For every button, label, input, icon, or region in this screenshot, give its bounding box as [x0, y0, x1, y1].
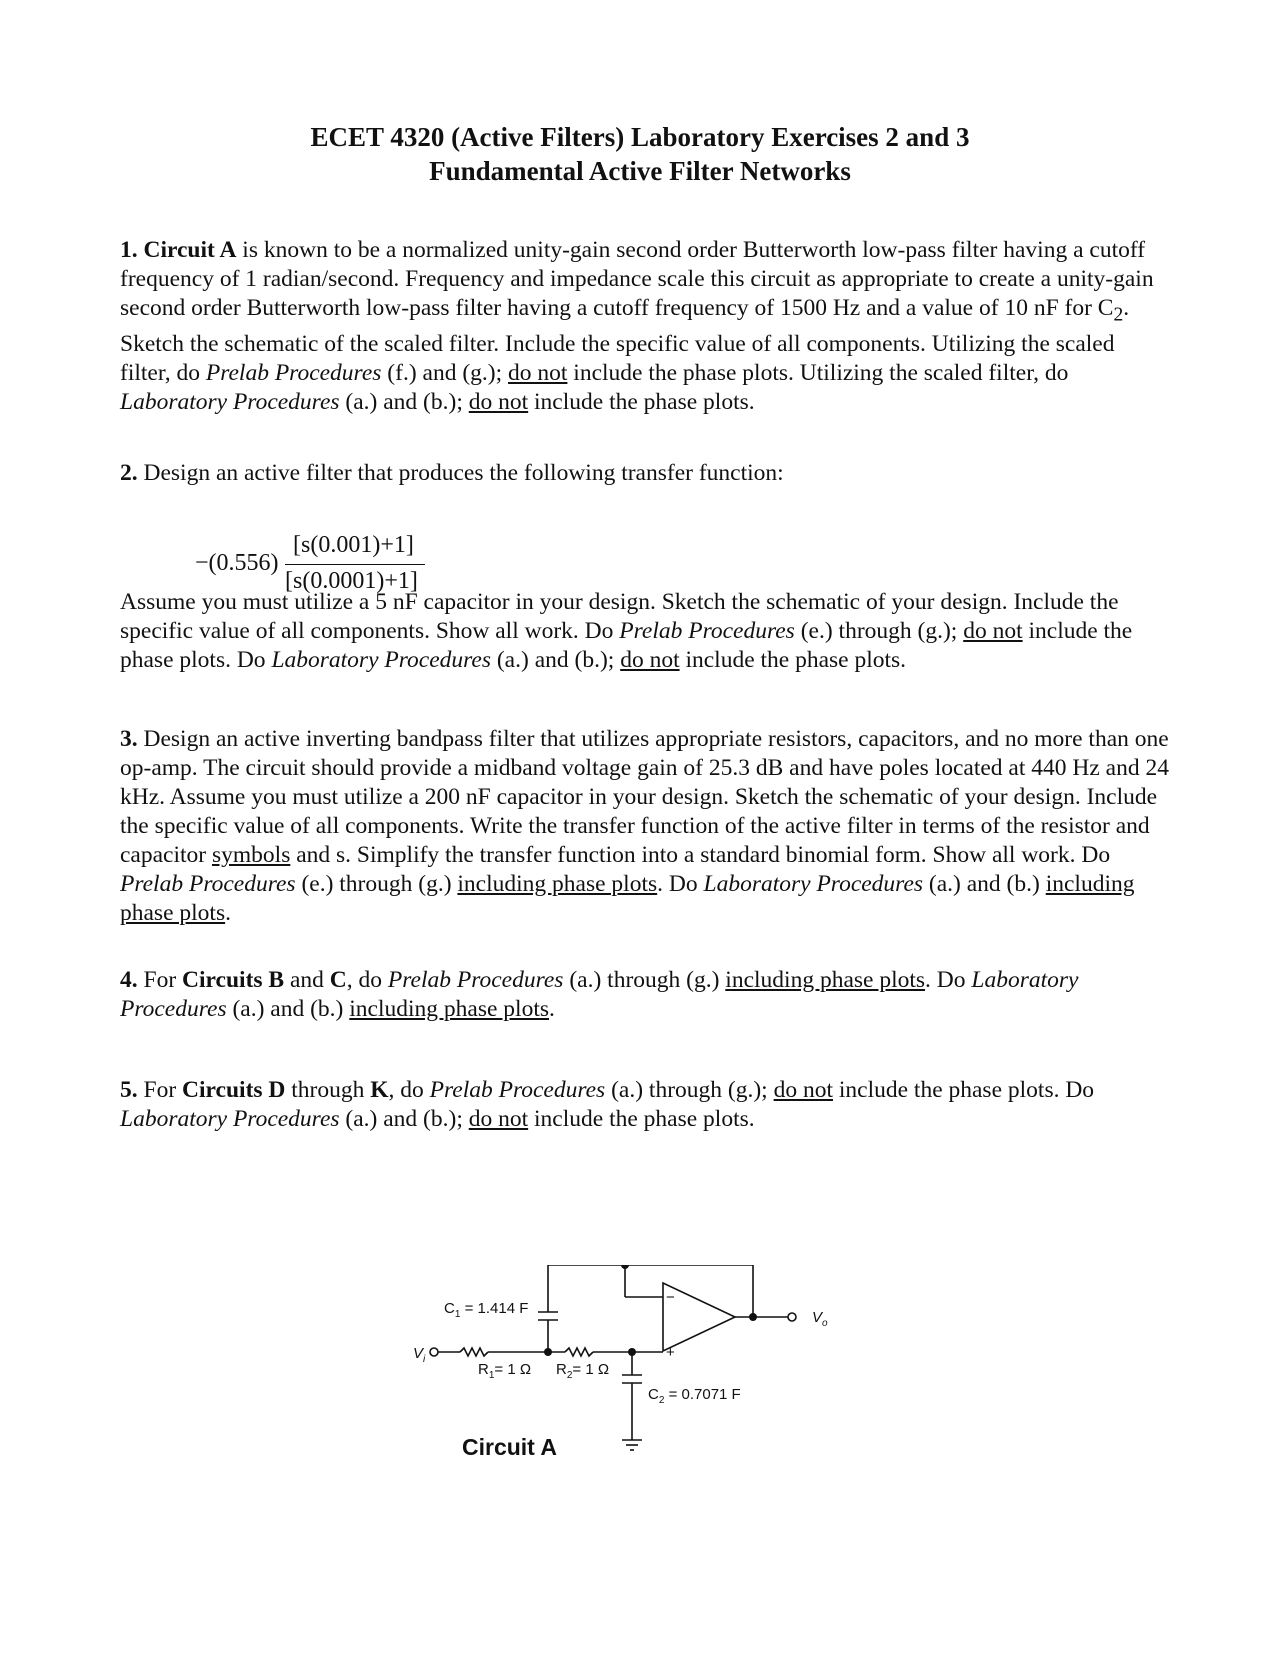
q1-text: . Sketch the schematic of the scaled filter. Include the specific value of all components. Utilizing the scaled filter, do — [120, 295, 1130, 386]
junction-dot — [628, 1348, 636, 1356]
question-2-body — [120, 588, 1170, 675]
q3-text: Design an active inverting bandpass filter that utilizes appropriate resistors, capacitors, and no more than one op-amp. The circuit should provide a midband voltage gain of 25.3 dB and have poles located at 440 Hz and 24 kHz. Assume you must utilize a 200 nF capacitor in your design. Sketch the schematic of your design. Include the specific value of all components. Write the transfer function of the active filter in terms of the resistor and capacitor — [120, 726, 1169, 868]
circuit-ref: Circuits B — [182, 967, 285, 993]
question-4 — [120, 966, 1170, 1024]
junction-dot — [544, 1348, 552, 1356]
symbols-emphasis: symbols — [211, 842, 291, 868]
c2-label: $C_2 = 0.7071$ F — [648, 1386, 741, 1406]
page-title: ECET 4320 (Active Filters) Laboratory Exercises 2 and 3 — [310, 122, 970, 152]
q5-text: (a.) through (g.); — [605, 1077, 774, 1103]
circuit-ref: C — [329, 967, 347, 993]
q4-text: and — [284, 967, 330, 993]
subscript: 2 — [1113, 304, 1124, 326]
prelab-ref: Prelab Procedures — [205, 359, 382, 386]
circuit-a-ref: Circuit A — [143, 237, 237, 263]
q2-text: Assume you must utilize a 5 nF capacitor in your design. Sketch the schematic of your design. Include the specific value of all components. Show all work. Do — [120, 589, 1119, 644]
lab-ref: Laboratory Procedures — [271, 647, 491, 673]
output-terminal — [788, 1313, 796, 1321]
junction-dot — [621, 1265, 629, 1269]
do-not-emphasis: do not — [773, 1077, 833, 1103]
question-number: 1. — [120, 237, 138, 263]
circuit-ref: K — [370, 1077, 389, 1103]
question-1 — [120, 236, 1170, 417]
lab-ref: Laboratory Procedures — [120, 1106, 340, 1132]
question-5 — [120, 1076, 1170, 1134]
q4-text: , do — [346, 967, 388, 993]
circuit-ref: Circuits D — [182, 1077, 286, 1103]
question-number: 3. — [120, 726, 138, 752]
circuit-caption: Circuit A — [462, 1434, 557, 1460]
vi-label: $V_i$ — [413, 1345, 426, 1365]
q2-intro-text: Design an active filter that produces the following transfer function: — [137, 460, 784, 486]
vo-label: $V_o$ — [812, 1309, 828, 1329]
inverting-input-sign: − — [666, 1289, 675, 1306]
prelab-ref: Prelab Procedures — [429, 1077, 606, 1103]
question-number: 2. — [120, 460, 138, 486]
circuit-wires — [438, 1265, 788, 1450]
page-subtitle: Fundamental Active Filter Networks — [429, 156, 851, 186]
r1-resistor — [460, 1348, 488, 1356]
including-phase-emphasis: including phase plots — [457, 871, 658, 897]
q1-text: is known to be a normalized unity-gain second order Butterworth low-pass filter having a cutoff frequency of 1 radian/second. Frequency and impedance scale this circuit as appropriate to create a unity-gain second order Butterworth low-pass filter having a cutoff frequency of 1500 Hz and a value of 10 nF for C — [120, 237, 1154, 321]
r2-resistor — [565, 1348, 593, 1356]
question-2-intro — [120, 459, 1170, 488]
q3-text: (a.) and (b.) — [923, 871, 1046, 897]
junction-dot — [749, 1313, 757, 1321]
prelab-ref: Prelab Procedures — [387, 967, 564, 993]
question-number: 4. — [120, 967, 138, 993]
q3-text: . — [225, 900, 231, 926]
q1-text: include the phase plots. Utilizing the scaled filter, do — [567, 359, 1069, 386]
q4-text: (a.) through (g.) — [563, 967, 726, 993]
question-3 — [120, 725, 1170, 928]
q1-text: include the phase plots. — [528, 388, 755, 415]
do-not-emphasis: do not — [508, 359, 568, 386]
q1-text: (a.) and (b.); — [339, 388, 469, 415]
do-not-emphasis: do not — [963, 618, 1023, 644]
including-phase-emphasis: including phase plots — [120, 871, 1135, 926]
fraction-bar — [285, 564, 425, 565]
equation-gain: −(0.556) — [195, 550, 279, 576]
q5-text: through — [285, 1077, 371, 1103]
q2-text: (a.) and (b.); — [490, 647, 621, 673]
prelab-ref: Prelab Procedures — [619, 618, 795, 644]
q5-text: , do — [388, 1077, 430, 1103]
q5-text: (a.) and (b.); — [339, 1106, 469, 1132]
question-number: 5. — [120, 1077, 138, 1103]
q5-text: include the phase plots. Do — [833, 1077, 1095, 1103]
lab-ref: Laboratory Procedures — [703, 871, 924, 897]
q2-text: (e.) through (g.); — [794, 618, 964, 644]
q5-text: include the phase plots. — [528, 1106, 755, 1132]
do-not-emphasis: do not — [468, 1106, 529, 1132]
lab-ref: Laboratory Procedures — [120, 388, 340, 415]
q4-text: (a.) and (b.) — [226, 996, 350, 1022]
input-terminal — [430, 1348, 438, 1356]
q4-text: For — [137, 967, 183, 993]
q1-text: (f.) and (g.); — [381, 359, 509, 386]
q4-text: . Do — [925, 967, 972, 993]
equation-numerator: [s(0.001)+1] — [293, 532, 414, 558]
r1-label: $R_1= 1$ Ω — [478, 1361, 532, 1381]
including-phase-emphasis: including phase plots — [725, 967, 926, 993]
q3-text: (e.) through (g.) — [295, 871, 458, 897]
q2-text: include the phase plots. — [679, 647, 907, 673]
including-phase-emphasis: including phase plots — [349, 996, 549, 1022]
q2-text: include the phase plots. Do — [120, 618, 1133, 673]
do-not-emphasis: do not — [468, 388, 529, 415]
do-not-emphasis: do not — [620, 647, 680, 673]
q5-text: For — [137, 1077, 183, 1103]
equation-denominator: [s(0.0001)+1] — [285, 568, 418, 594]
lab-ref: Laboratory Procedures — [120, 967, 1079, 1022]
r2-label: $R_2= 1$ Ω — [556, 1361, 610, 1381]
q3-text: . Do — [657, 871, 704, 897]
c1-label: $C_1 = 1.414$ F — [444, 1300, 529, 1320]
circuit-a-schematic — [380, 1265, 850, 1475]
q3-text: and s. Simplify the transfer function into a standard binomial form. Show all work. Do — [290, 842, 1111, 868]
q4-text: . — [549, 996, 555, 1022]
noninverting-input-sign: + — [666, 1344, 675, 1361]
prelab-ref: Prelab Procedures — [120, 871, 296, 897]
